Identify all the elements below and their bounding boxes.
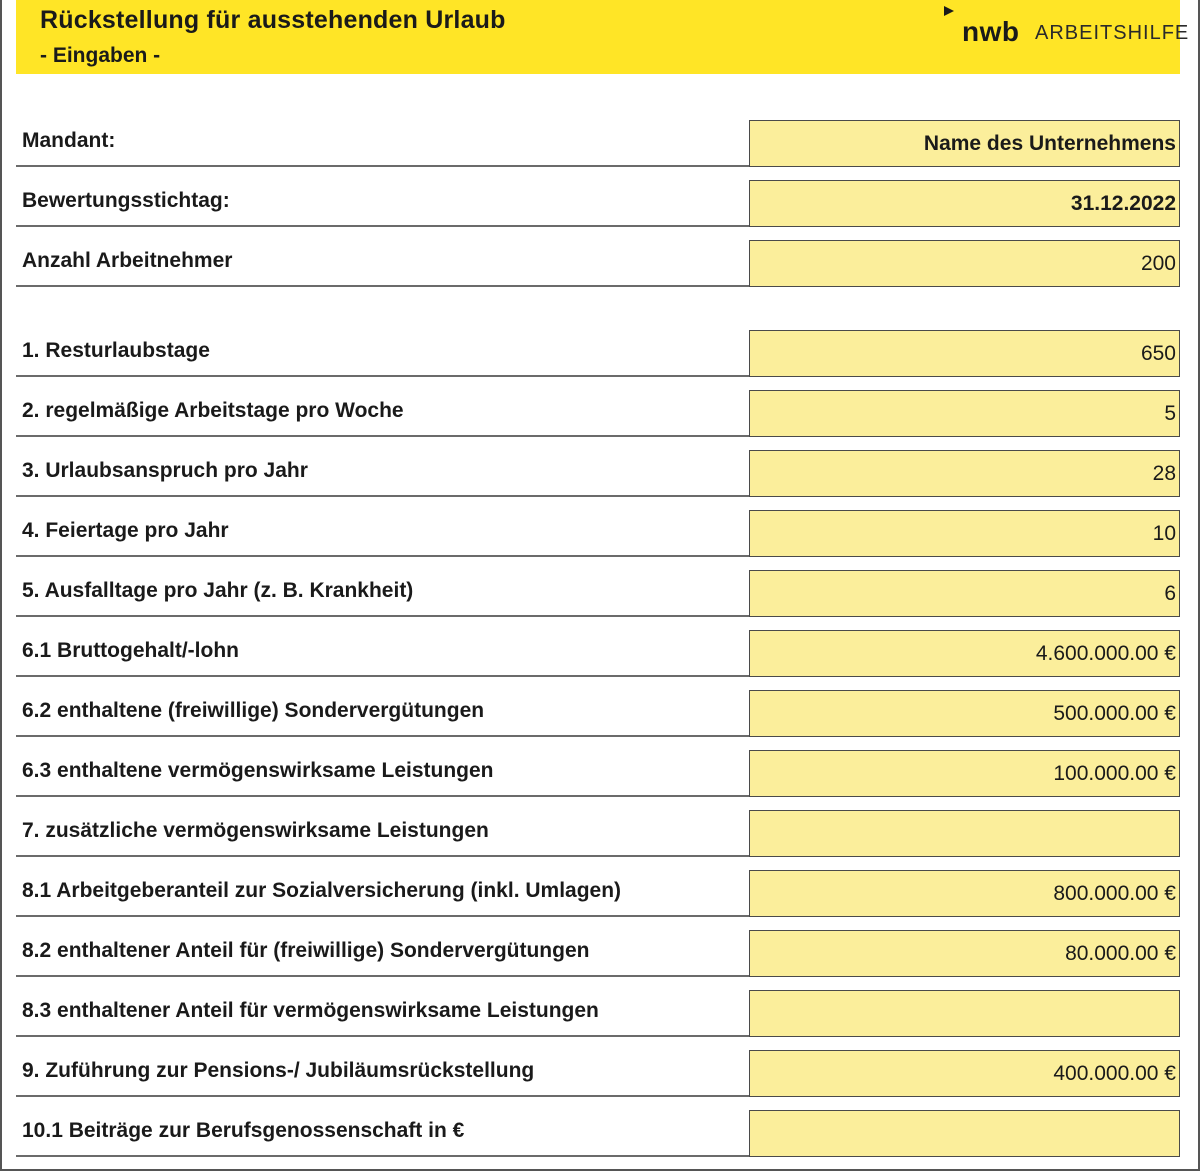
anteil-vwl-field[interactable] xyxy=(749,990,1180,1037)
urlaubsanspruch-field[interactable]: 28 xyxy=(749,450,1180,497)
row-berufsgenossenschaft xyxy=(16,1097,1180,1157)
row-urlaubsanspruch xyxy=(16,437,1180,497)
vwl-field[interactable]: 100.000.00 € xyxy=(749,750,1180,797)
header-banner xyxy=(16,0,1190,74)
logo-main-text: nwb xyxy=(962,16,1020,47)
zusaetzliche-vwl-field[interactable] xyxy=(749,810,1180,857)
row-label: Bewertungsstichtag: xyxy=(22,189,230,212)
page-title: Rückstellung für ausstehenden Urlaub xyxy=(40,6,506,34)
row-label: 5. Ausfalltage pro Jahr (z. B. Krankheit) xyxy=(22,579,414,602)
row-label: 10.1 Beiträge zur Berufsgenossenschaft in € xyxy=(22,1119,465,1142)
row-label: 6.1 Bruttogehalt/-lohn xyxy=(22,639,239,662)
row-ausfalltage xyxy=(16,557,1180,617)
row-feiertage xyxy=(16,497,1180,557)
row-sonderverguetungen xyxy=(16,677,1180,737)
row-label: 8.3 enthaltener Anteil für vermögenswirksame Leistungen xyxy=(22,999,599,1022)
row-vermoegenswirksame-leistungen xyxy=(16,737,1180,797)
row-bruttogehalt xyxy=(16,617,1180,677)
row-mandant xyxy=(16,107,1180,167)
row-anteil-vwl xyxy=(16,977,1180,1037)
row-arbeitgeberanteil xyxy=(16,857,1180,917)
row-label: 8.2 enthaltener Anteil für (freiwillige) Sondervergütungen xyxy=(22,939,590,962)
row-label: 3. Urlaubsanspruch pro Jahr xyxy=(22,459,308,482)
row-rule xyxy=(16,1155,749,1157)
ausfalltage-field[interactable]: 6 xyxy=(749,570,1180,617)
row-label: 8.1 Arbeitgeberanteil zur Sozialversicherung (inkl. Umlagen) xyxy=(22,879,622,902)
row-label: 1. Resturlaubstage xyxy=(22,339,210,362)
row-label: Mandant: xyxy=(22,129,116,152)
row-label: 7. zusätzliche vermögenswirksame Leistungen xyxy=(22,819,489,842)
arbeitnehmer-field[interactable]: 200 xyxy=(749,240,1180,287)
mandant-field[interactable]: Name des Unternehmens xyxy=(749,120,1180,167)
resturlaubstage-field[interactable]: 650 xyxy=(749,330,1180,377)
row-anteil-sonderverguetungen xyxy=(16,917,1180,977)
row-bewertungsstichtag xyxy=(16,167,1180,227)
sonderverguetungen-field[interactable]: 500.000.00 € xyxy=(749,690,1180,737)
berufsgenossenschaft-field[interactable] xyxy=(749,1110,1180,1157)
feiertage-field[interactable]: 10 xyxy=(749,510,1180,557)
row-anzahl-arbeitnehmer xyxy=(16,227,1180,287)
stichtag-field[interactable]: 31.12.2022 xyxy=(749,180,1180,227)
row-arbeitstage-woche xyxy=(16,377,1180,437)
anteil-sonderverguetungen-field[interactable]: 80.000.00 € xyxy=(749,930,1180,977)
row-zusaetzliche-vwl xyxy=(16,797,1180,857)
bruttogehalt-field[interactable]: 4.600.000.00 € xyxy=(749,630,1180,677)
row-label: 2. regelmäßige Arbeitstage pro Woche xyxy=(22,399,404,422)
row-rule xyxy=(16,285,749,287)
row-label: 6.2 enthaltene (freiwillige) Sondervergütungen xyxy=(22,699,485,722)
arbeitstage-field[interactable]: 5 xyxy=(749,390,1180,437)
logo-arrow-icon xyxy=(944,6,954,16)
arbeitgeberanteil-field[interactable]: 800.000.00 € xyxy=(749,870,1180,917)
row-label: Anzahl Arbeitnehmer xyxy=(22,249,233,272)
page-subtitle: - Eingaben - xyxy=(40,44,161,67)
row-resturlaubstage xyxy=(16,317,1180,377)
pensionsrueckstellung-field[interactable]: 400.000.00 € xyxy=(749,1050,1180,1097)
row-pensionsrueckstellung xyxy=(16,1037,1180,1097)
row-label: 9. Zuführung zur Pensions-/ Jubiläumsrückstellung xyxy=(22,1059,535,1082)
logo-sub-text: ARBEITSHILFE xyxy=(1035,22,1190,44)
row-label: 6.3 enthaltene vermögenswirksame Leistungen xyxy=(22,759,494,782)
row-label: 4. Feiertage pro Jahr xyxy=(22,519,229,542)
